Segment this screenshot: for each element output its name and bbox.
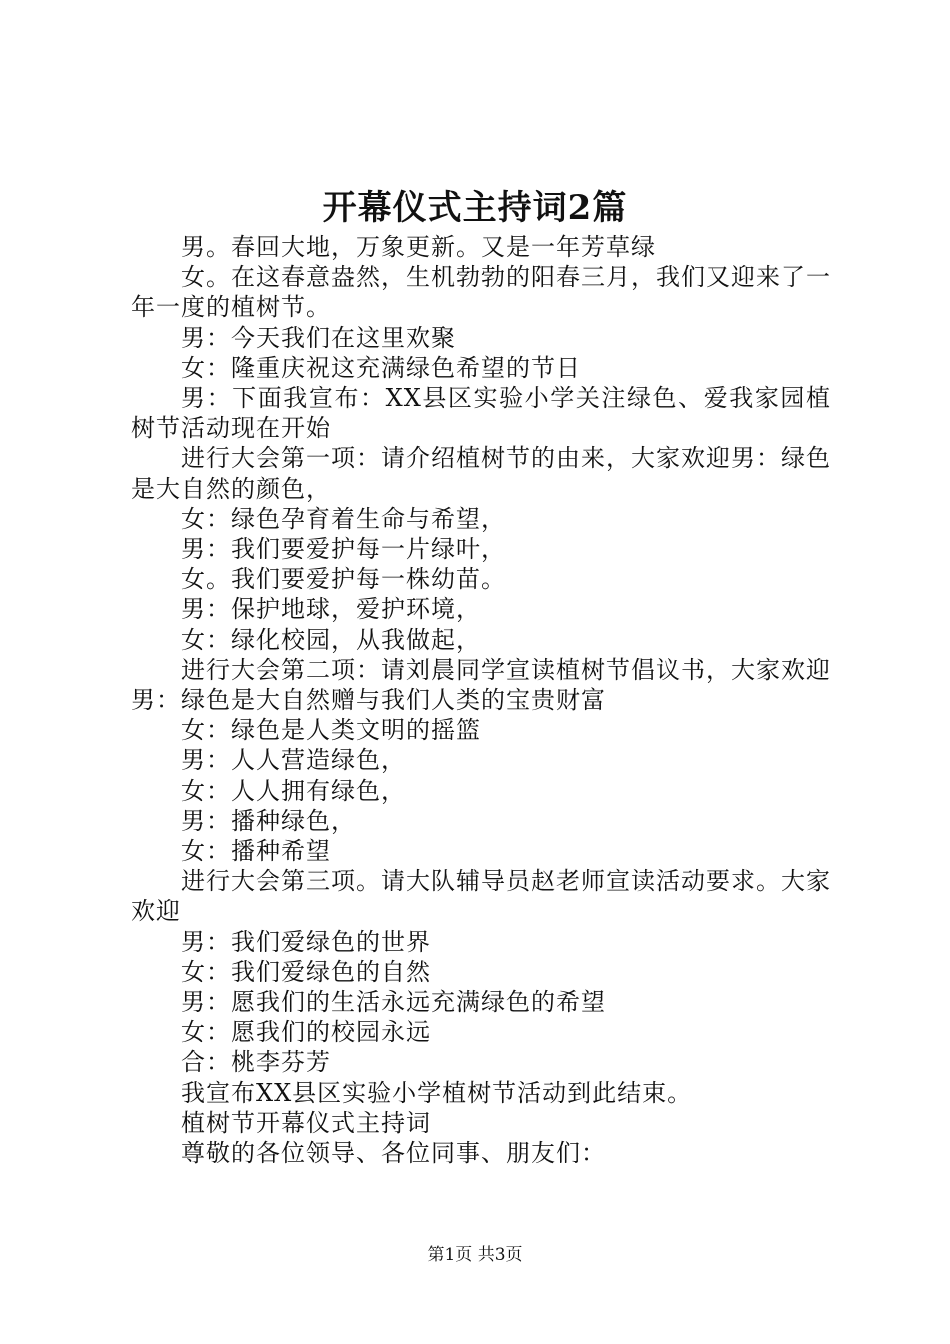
paragraph: 女：愿我们的校园永远 (181, 1018, 431, 1047)
paragraph: 我宣布XX县区实验小学植树节活动到此结束。 (181, 1078, 693, 1107)
document-title: 开幕仪式主持词2篇 (322, 188, 628, 228)
paragraph: 男：人人营造绿色， (181, 746, 406, 775)
paragraph: 男：我们要爱护每一片绿叶， (181, 535, 506, 564)
document-body (131, 232, 831, 1168)
paragraph: 进行大会第一项：请介绍植树节的由来，大家欢迎男：绿色是大自然的颜色， (131, 444, 831, 503)
paragraph: 进行大会第三项。请大队辅导员赵老师宣读活动要求。大家欢迎 (131, 867, 831, 926)
paragraph: 女：绿化校园，从我做起， (181, 625, 481, 654)
paragraph: 尊敬的各位领导、各位同事、朋友们： (181, 1139, 606, 1168)
paragraph: 进行大会第二项：请刘晨同学宣读植树节倡议书，大家欢迎男：绿色是大自然赠与我们人类的宝贵财富 (131, 655, 831, 715)
paragraph: 女：隆重庆祝这充满绿色希望的节日 (181, 353, 581, 382)
paragraph: 植树节开幕仪式主持词 (181, 1108, 431, 1137)
paragraph: 男：播种绿色， (181, 806, 356, 835)
paragraph: 男：下面我宣布：XX县区实验小学关注绿色、爱我家园植树节活动现在开始 (131, 384, 831, 443)
paragraph: 女：播种希望 (181, 837, 331, 866)
paragraph: 女：绿色孕育着生命与希望， (181, 504, 506, 533)
paragraph: 男：今天我们在这里欢聚 (181, 323, 456, 352)
paragraph: 男：愿我们的生活永远充满绿色的希望 (181, 988, 606, 1017)
page-number-footer: 第1页 共3页 (427, 1245, 523, 1265)
paragraph: 男。春回大地，万象更新。又是一年芳草绿 (181, 233, 656, 261)
paragraph: 合：桃李芬芳 (181, 1048, 331, 1077)
paragraph: 男：我们爱绿色的世界 (181, 927, 431, 956)
paragraph: 女：我们爱绿色的自然 (181, 957, 431, 986)
paragraph: 女。在这春意盎然，生机勃勃的阳春三月，我们又迎来了一年一度的植树节。 (131, 263, 831, 322)
paragraph: 女：绿色是人类文明的摇篮 (181, 716, 481, 745)
paragraph: 男：保护地球，爱护环境， (181, 595, 481, 624)
paragraph: 女。我们要爱护每一株幼苗。 (181, 565, 506, 594)
paragraph: 女：人人拥有绿色， (181, 776, 406, 805)
